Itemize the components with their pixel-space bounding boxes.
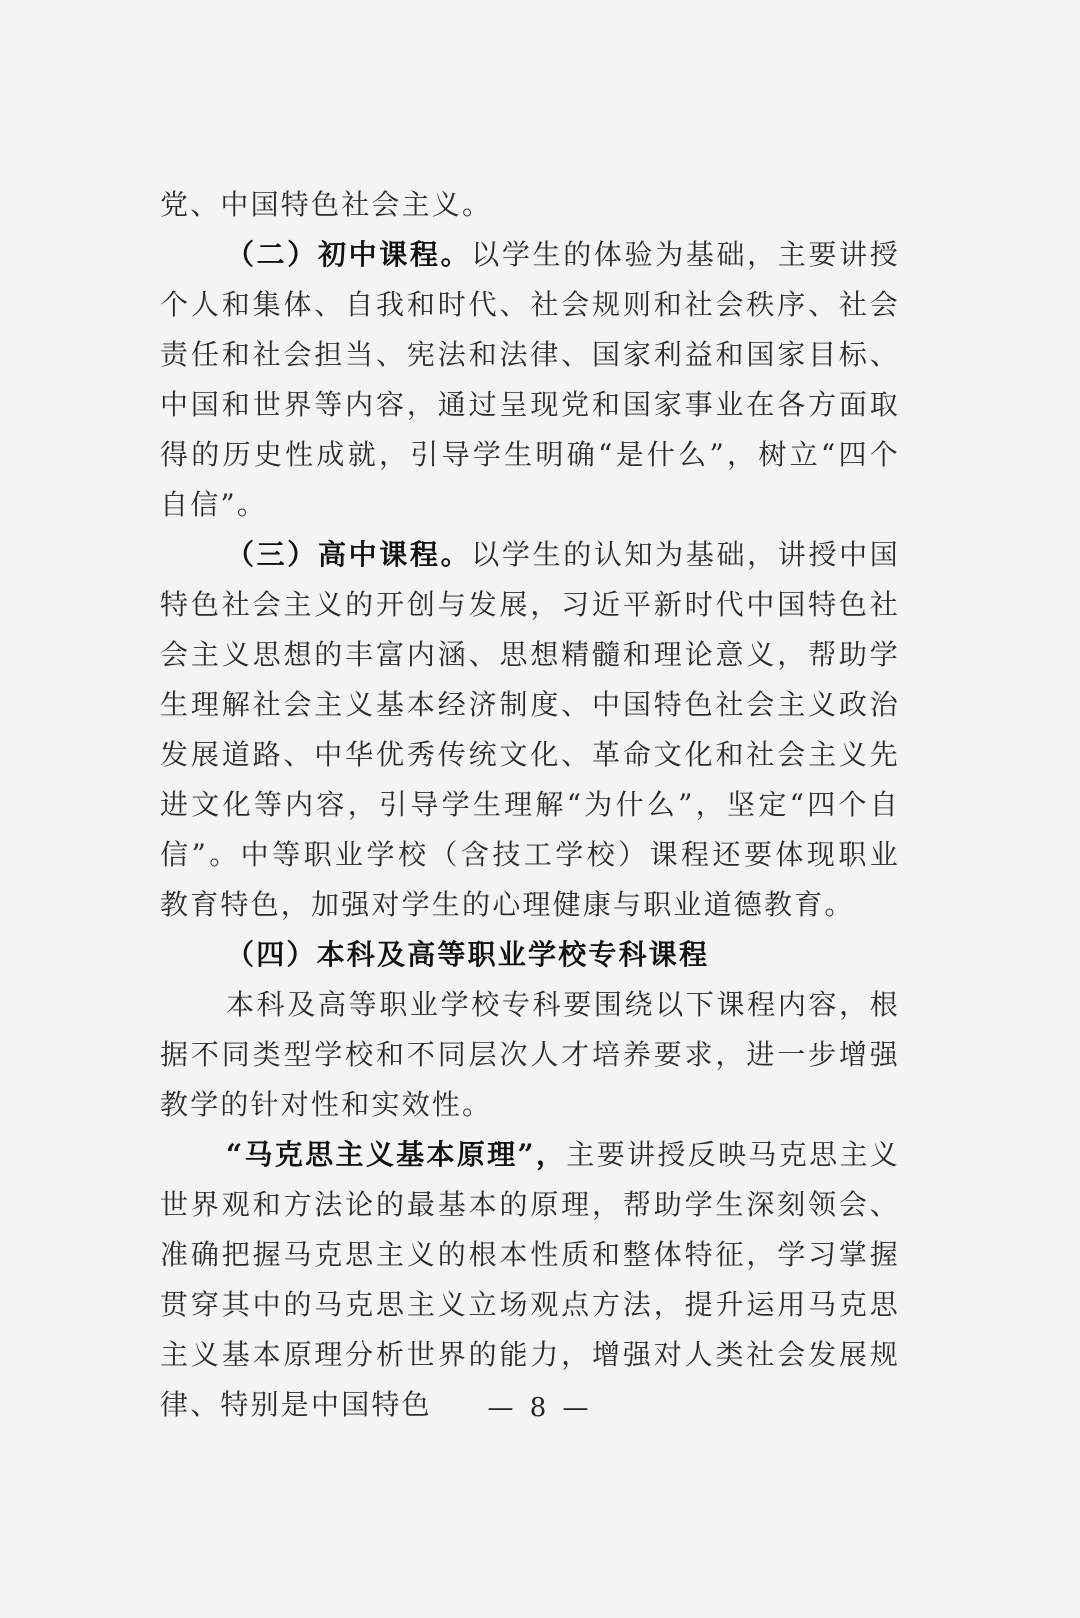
page-number: — 8 — [487,1393,593,1423]
paragraph-text: 以学生的体验为基础，主要讲授个人和集体、自我和时代、社会规则和社会秩序、社会责任和社会担当、宪法和法律、国家利益和国家目标、中国和世界等内容，通过呈现党和国家事业在各方面取得的历史性成就，引导学生明确“是什么”，树立“四个自信”。 [160,238,900,521]
section-heading: （二）初中课程。 [226,238,472,271]
section-heading-undergraduate [160,930,900,980]
paragraph-text: 党、中国特色社会主义。 [160,188,493,221]
paragraph-undergraduate-intro [160,980,900,1130]
course-title: “马克思主义基本原理”， [226,1138,567,1171]
body-text [160,180,900,1430]
paragraph-text: 以学生的认知为基础，讲授中国特色社会主义的开创与发展，习近平新时代中国特色社会主义思想的丰富内涵、思想精髓和理论意义，帮助学生理解社会主义基本经济制度、中国特色社会主义政治发展道路、中华优秀传统文化、革命文化和社会主义先进文化等内容，引导学生理解“为什么”，坚定“四个自信”。中等职业学校（含技工学校）课程还要体现职业教育特色，加强对学生的心理健康与职业道德教育。 [160,538,900,921]
paragraph-text: 主要讲授反映马克思主义世界观和方法论的最基本的原理，帮助学生深刻领会、准确把握马克思主义的根本性质和整体特征，学习掌握贯穿其中的马克思主义立场观点方法，提升运用马克思主义基本原理分析世界的能力，增强对人类社会发展规律、特别是中国特色 [160,1138,900,1421]
section-heading: （三）高中课程。 [226,538,472,571]
paragraph-marxism-principles [160,1130,900,1430]
paragraph-text: 本科及高等职业学校专科要围绕以下课程内容，根据不同类型学校和不同层次人才培养要求，进一步增强教学的针对性和实效性。 [160,988,900,1121]
paragraph-continuation [160,180,900,230]
paragraph-senior-high-course [160,530,900,930]
section-heading: （四）本科及高等职业学校专科课程 [226,938,710,971]
paragraph-junior-high-course [160,230,900,530]
